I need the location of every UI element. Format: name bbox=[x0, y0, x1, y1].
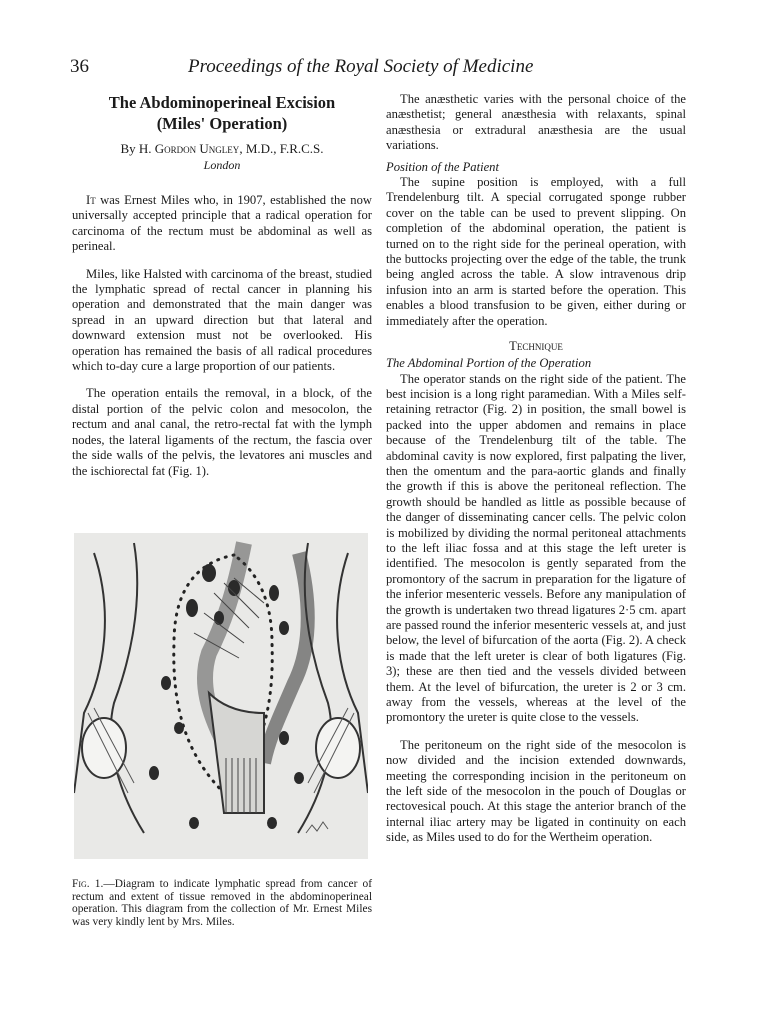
paragraph-anaesthetic: The anæsthetic varies with the personal choice of the anæsthetist; general anæsthesia with relaxants, spinal anæsthesia or extradural anæsthesia are the usual variations. bbox=[386, 92, 686, 153]
caption-label: Fig. 1. bbox=[72, 878, 104, 890]
paragraph-position: The supine position is employed, with a full Trendelenburg tilt. A special corrugated sponge rubber cover on the table can be used to prevent slipping. On completion of the abdominal operation, the patient is turned on to the right side for the perineal operation, with the buttocks projecting over the edge of the table, the trunk being angled across the table. A slow intravenous drip infusion into an arm is started before the operation. This enables a blood transfusion to be given, either during or immediately after the operation. bbox=[386, 175, 686, 328]
paragraph-peritoneum: The peritoneum on the right side of the mesocolon is now divided and the incision extended downwards, meeting the corresponding incision in the peritoneum on the left side of the mesocolon in the pouch of Douglas or rectovesical pouch. At this stage the anterior branch of the internal iliac artery may be ligated in continuity on each side, as Miles used to do for the Wertheim operation. bbox=[386, 737, 686, 845]
caption-text: —Diagram to indicate lymphatic spread from cancer of rectum and extent of tissue removed in the abdominoperineal operation. This diagram from the collection of Mr. Ernest Miles was very kindly lent by Mrs. Miles. bbox=[72, 878, 373, 928]
paragraph-intro bbox=[72, 193, 372, 255]
paragraph-text: was Ernest Miles who, in 1907, established the now universally accepted principle that a radical operation for carcinoma of the rectum must be abdominal as well as perineal. bbox=[72, 193, 372, 254]
author-location: London bbox=[203, 158, 241, 172]
page-number: 36 bbox=[70, 56, 89, 77]
article-title bbox=[72, 92, 372, 134]
figure-lymphatic-diagram bbox=[74, 533, 368, 859]
title-line-1: The Abdominoperineal Excision bbox=[108, 93, 336, 112]
heading-position: Position of the Patient bbox=[386, 159, 499, 174]
right-column bbox=[386, 92, 686, 846]
byline-suffix: , M.D., F.R.C.S. bbox=[239, 141, 324, 156]
author-name: Gordon Ungley bbox=[154, 141, 240, 156]
heading-abdominal-portion: The Abdominal Portion of the Operation bbox=[386, 356, 592, 371]
left-column bbox=[72, 92, 372, 479]
paragraph-abdominal: The operator stands on the right side of the patient. The best incision is a long right paramedian. With a Miles self-retaining retractor (Fig. 2) in position, the small bowel is packed into the upper abdomen and remains in place because of the Trendelenburg tilt of the table. The abdominal cavity is now explored, first palpating the liver, then the omentum and the para-aortic glands and finally the growth if this is above the peritoneal reflection. The growth should be handled as little as possible because of the danger of disseminating cancer cells. The pelvic colon is mobilized by dividing the normal peritoneal attachments to the left iliac fossa and at this stage the left ureter is identified. The mesocolon is gently separated from the promontory of the sacrum in preparation for the ligature of the inferior mesenteric vessels. Before any manipulation of the growth is undertaken two thread ligatures 2·5 cm. apart are passed round the inferior mesenteric vessels at, and just below, the level of bifurcation of the aorta (Fig. 2). A check is made that the left ureter is clear of both ligatures (Fig. 3); these are then tied and the vessels divided between them. At the level of bifurcation, the ureter is 2 or 3 cm. away from the vessels, whereas at the level of the promontory the ureter is quite close to the vessels. bbox=[386, 371, 686, 725]
title-line-2: (Miles' Operation) bbox=[156, 114, 288, 133]
anatomy-illustration bbox=[74, 533, 368, 859]
drop-lead: It bbox=[86, 193, 96, 207]
figure-caption bbox=[72, 878, 372, 928]
byline-prefix: By H. bbox=[120, 141, 155, 156]
journal-title: Proceedings of the Royal Society of Medicine bbox=[188, 56, 534, 77]
paragraph-operation-scope: The operation entails the removal, in a block, of the distal portion of the pelvic colon and mesocolon, the rectum and anal canal, the retro-rectal fat with the lymph nodes, the lateral ligaments of the rectum, the fascia over the side walls of the pelvis, the levatores ani muscles and the ischiorectal fat (Fig. 1). bbox=[72, 386, 372, 478]
heading-technique: Technique bbox=[509, 339, 563, 354]
paragraph-halsted: Miles, like Halsted with carcinoma of the breast, studied the lymphatic spread of rectal cancer in planning his operation and demonstrated that the main danger was spread in an upward direction but that lateral and downward extension must not be overlooked. His operation has remained the basis of all radical procedures which to-day cure a large proportion of our patients. bbox=[72, 266, 372, 374]
byline bbox=[72, 140, 372, 157]
